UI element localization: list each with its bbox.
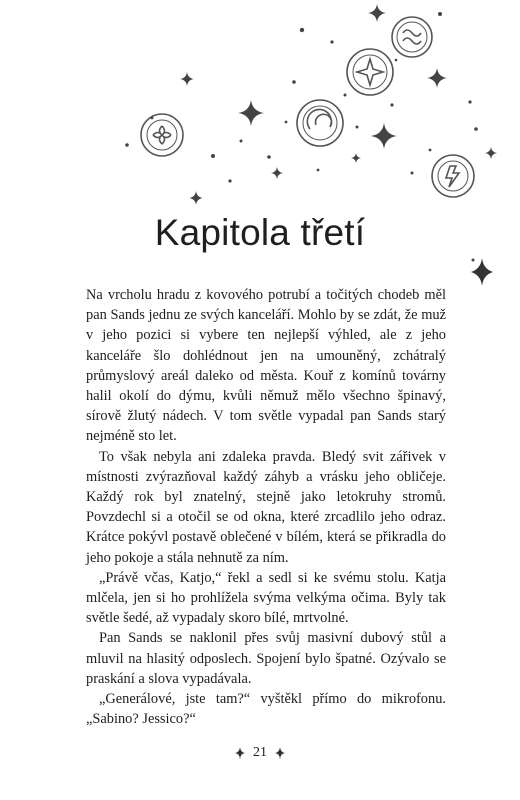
chapter-title: Kapitola třetí: [154, 212, 366, 253]
sparkle-star-icon: [351, 153, 361, 163]
paragraph: To však nebyla ani zdaleka pravda. Bledý svit zářivek v místnosti zvýrazňoval každý záhyb a vrásku jeho obličeje. Každý rok byl znatelný, stejně jako letokruhy stromů. Povzdechl si a otočil se od okna, které zrcadlilo jeho odraz. Krátce pokývl postavě oblečené v bílém, která se přikradla do jeho pokoje a stála nehnutě za ním.: [86, 448, 446, 566]
sparkle-star-icon: [368, 4, 386, 22]
sparkle-star-icon: [466, 252, 498, 292]
sparkle-star-icon: [275, 747, 285, 759]
page-number: 21: [253, 745, 267, 760]
sparkle-star-icon: [427, 68, 447, 88]
sparkle-star-icon: [189, 191, 203, 205]
flower-emblem-icon: [141, 114, 183, 156]
lightning-emblem-icon: [432, 155, 474, 197]
chapter-body-text: [86, 285, 446, 729]
sparkle-star-icon: [238, 100, 264, 126]
page-footer: [0, 745, 520, 761]
sparkle-star-icon: [485, 147, 497, 159]
chapter-header-ornament: [0, 0, 520, 215]
spiral-emblem-icon: [392, 17, 432, 57]
stars-and-circle-emblems-ornament: [0, 0, 520, 215]
sparkle-star-icon: [371, 123, 397, 149]
star-compass-emblem-icon: [347, 49, 393, 95]
sparkle-star-icon: [271, 167, 283, 179]
sparkle-star-icon: [180, 72, 194, 86]
paragraph: „Právě včas, Katjo,“ řekl a sedl si ke svému stolu. Katja mlčela, jen si ho prohlížela svýma velkýma očima. Byly tak světle šedé, až vypadaly skoro bílé, mrtvolné.: [86, 569, 446, 627]
sparkle-star-icon: [235, 747, 245, 759]
paragraph: Pan Sands se naklonil přes svůj masivní dubový stůl a mluvil na hlasitý odposlech. Spojení bylo špatné. Ozývalo se praskání a slova vypadávala.: [86, 630, 446, 687]
wave-moon-emblem-icon: [297, 100, 343, 146]
paragraph: Na vrcholu hradu z kovového potrubí a točitých chodeb měl pan Sands jednu ze svých kanceláří. Mohlo by se zdát, že muž v jeho pozici si vybere ten nejlepší výhled, ale z jeho kanceláře šlo dohlédnout jen na umouněný, zchátralý průmyslový areál daleko od města. Kouř z komínů továrny halil okolí do dýmu, kvůli němuž mělo všechno špinavý, sírově žlutý nádech. V tom světle vypadal pan Sands starý nejméně sto let.: [86, 287, 446, 445]
paragraph: „Generálové, jste tam?“ vyštěkl přímo do mikrofonu. „Sabino? Jessico?“: [86, 691, 446, 728]
